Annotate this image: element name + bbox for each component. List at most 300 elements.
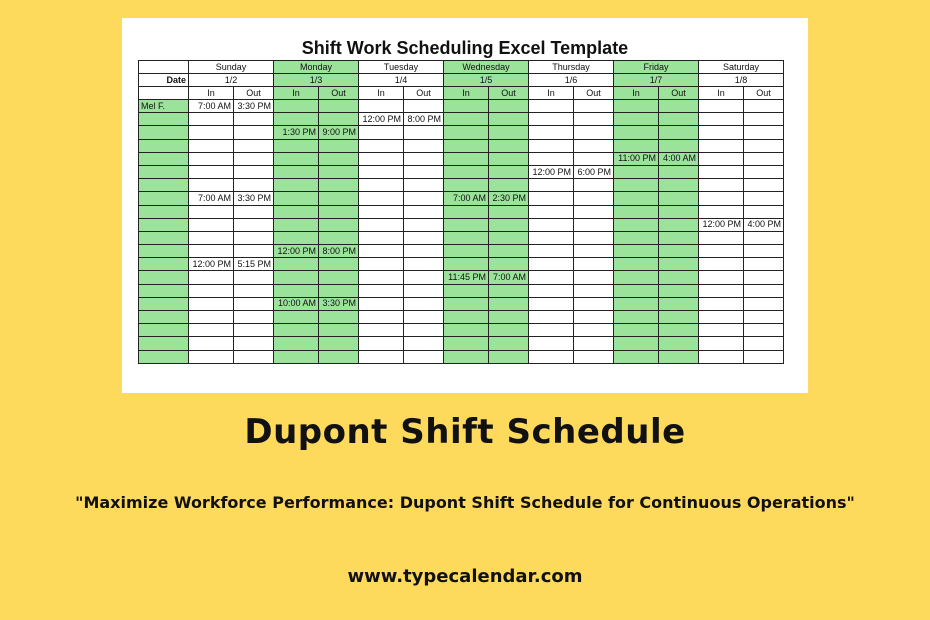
shift-in-cell — [189, 297, 234, 310]
shift-out-cell: 5:15 PM — [234, 258, 274, 271]
shift-out-cell — [234, 139, 274, 152]
shift-out-cell — [404, 152, 444, 165]
shift-out-cell — [659, 126, 699, 139]
out-header: Out — [574, 87, 614, 100]
shift-out-cell — [489, 258, 529, 271]
day-date: 1/8 — [699, 74, 784, 87]
shift-out-cell — [404, 337, 444, 350]
shift-in-cell — [189, 179, 234, 192]
shift-in-cell — [529, 245, 574, 258]
shift-in-cell — [614, 350, 659, 363]
shift-out-cell — [574, 192, 614, 205]
shift-in-cell — [614, 179, 659, 192]
shift-in-cell — [699, 297, 744, 310]
shift-out-cell — [574, 139, 614, 152]
employee-name-cell — [139, 192, 189, 205]
shift-in-cell: 7:00 AM — [189, 100, 234, 113]
shift-in-cell — [614, 231, 659, 244]
employee-row — [139, 311, 784, 324]
out-header: Out — [404, 87, 444, 100]
shift-out-cell — [234, 271, 274, 284]
shift-out-cell — [659, 179, 699, 192]
employee-row — [139, 192, 784, 205]
shift-out-cell — [744, 324, 784, 337]
shift-out-cell — [489, 297, 529, 310]
shift-in-cell — [189, 139, 234, 152]
shift-out-cell — [574, 324, 614, 337]
shift-out-cell — [404, 231, 444, 244]
employee-row — [139, 350, 784, 363]
shift-out-cell — [659, 100, 699, 113]
employee-name-cell — [139, 205, 189, 218]
shift-in-cell — [529, 350, 574, 363]
shift-out-cell — [574, 100, 614, 113]
shift-out-cell — [744, 350, 784, 363]
shift-out-cell — [574, 126, 614, 139]
shift-out-cell — [234, 245, 274, 258]
shift-in-cell — [444, 350, 489, 363]
day-date: 1/3 — [274, 74, 359, 87]
shift-in-cell — [614, 192, 659, 205]
shift-in-cell — [529, 152, 574, 165]
shift-out-cell — [404, 100, 444, 113]
shift-in-cell — [699, 165, 744, 178]
shift-out-cell — [234, 311, 274, 324]
shift-out-cell — [574, 297, 614, 310]
shift-out-cell — [489, 205, 529, 218]
shift-in-cell — [359, 165, 404, 178]
shift-out-cell — [744, 139, 784, 152]
shift-in-cell — [699, 258, 744, 271]
shift-out-cell: 6:00 PM — [574, 165, 614, 178]
employee-row — [139, 139, 784, 152]
sheet-title: Shift Work Scheduling Excel Template — [301, 38, 629, 58]
shift-in-cell — [189, 126, 234, 139]
shift-out-cell — [659, 258, 699, 271]
employee-row — [139, 205, 784, 218]
shift-out-cell — [489, 179, 529, 192]
shift-out-cell — [574, 284, 614, 297]
shift-out-cell — [319, 271, 359, 284]
shift-out-cell — [404, 165, 444, 178]
shift-out-cell — [659, 350, 699, 363]
shift-out-cell: 3:30 PM — [234, 192, 274, 205]
shift-in-cell — [614, 165, 659, 178]
shift-out-cell — [489, 100, 529, 113]
shift-in-cell: 12:00 PM — [189, 258, 234, 271]
employee-name-cell — [139, 284, 189, 297]
shift-out-cell — [404, 179, 444, 192]
out-header: Out — [489, 87, 529, 100]
shift-in-cell — [529, 258, 574, 271]
shift-out-cell — [489, 245, 529, 258]
shift-in-cell: 12:00 PM — [699, 218, 744, 231]
day-header-row — [139, 61, 784, 74]
shift-out-cell — [659, 165, 699, 178]
shift-out-cell — [744, 113, 784, 126]
employee-row — [139, 337, 784, 350]
shift-in-cell — [614, 324, 659, 337]
day-name: Tuesday — [359, 61, 444, 74]
shift-out-cell — [234, 205, 274, 218]
shift-in-cell — [274, 218, 319, 231]
shift-in-cell: 12:00 PM — [529, 165, 574, 178]
shift-out-cell — [234, 284, 274, 297]
shift-in-cell — [274, 165, 319, 178]
shift-in-cell — [274, 205, 319, 218]
shift-in-cell — [444, 231, 489, 244]
shift-out-cell — [659, 245, 699, 258]
employee-row — [139, 218, 784, 231]
shift-in-cell — [189, 245, 234, 258]
shift-out-cell — [234, 337, 274, 350]
shift-out-cell — [574, 337, 614, 350]
day-date: 1/4 — [359, 74, 444, 87]
shift-out-cell — [319, 337, 359, 350]
shift-out-cell — [404, 205, 444, 218]
shift-in-cell — [529, 284, 574, 297]
shift-in-cell: 11:00 PM — [614, 152, 659, 165]
shift-out-cell — [489, 231, 529, 244]
shift-in-cell — [274, 284, 319, 297]
shift-in-cell — [699, 231, 744, 244]
shift-in-cell — [189, 284, 234, 297]
shift-out-cell — [404, 311, 444, 324]
shift-in-cell — [189, 152, 234, 165]
shift-in-cell: 12:00 PM — [359, 113, 404, 126]
shift-in-cell — [699, 311, 744, 324]
shift-out-cell — [234, 126, 274, 139]
shift-out-cell — [574, 205, 614, 218]
employee-name-cell — [139, 152, 189, 165]
shift-in-cell — [529, 271, 574, 284]
shift-out-cell — [319, 218, 359, 231]
shift-in-cell — [274, 324, 319, 337]
shift-out-cell — [574, 258, 614, 271]
shift-in-cell — [444, 152, 489, 165]
shift-in-cell — [359, 192, 404, 205]
employee-row — [139, 179, 784, 192]
shift-out-cell: 9:00 PM — [319, 126, 359, 139]
day-date: 1/5 — [444, 74, 529, 87]
shift-in-cell — [614, 245, 659, 258]
out-header: Out — [659, 87, 699, 100]
shift-in-cell — [359, 258, 404, 271]
shift-in-cell — [699, 100, 744, 113]
shift-out-cell — [744, 245, 784, 258]
shift-in-cell — [189, 205, 234, 218]
shift-in-cell — [274, 231, 319, 244]
shift-in-cell: 1:30 PM — [274, 126, 319, 139]
shift-in-cell — [444, 245, 489, 258]
shift-out-cell — [404, 271, 444, 284]
shift-in-cell — [359, 152, 404, 165]
shift-in-cell — [614, 205, 659, 218]
shift-out-cell — [574, 179, 614, 192]
shift-out-cell — [319, 192, 359, 205]
shift-in-cell — [274, 100, 319, 113]
day-name: Thursday — [529, 61, 614, 74]
shift-out-cell — [319, 179, 359, 192]
subtitle: "Maximize Workforce Performance: Dupont Shift Schedule for Continuous Operations" — [75, 493, 855, 512]
out-header: Out — [319, 87, 359, 100]
shift-in-cell — [274, 192, 319, 205]
shift-in-cell — [529, 126, 574, 139]
shift-out-cell — [489, 126, 529, 139]
shift-in-cell: 7:00 AM — [189, 192, 234, 205]
shift-in-cell — [614, 258, 659, 271]
shift-in-cell — [359, 245, 404, 258]
shift-out-cell — [404, 297, 444, 310]
shift-in-cell — [614, 218, 659, 231]
shift-out-cell — [744, 337, 784, 350]
shift-in-cell — [529, 297, 574, 310]
shift-in-cell — [444, 324, 489, 337]
day-name: Wednesday — [444, 61, 529, 74]
shift-out-cell — [659, 231, 699, 244]
shift-out-cell — [319, 350, 359, 363]
blank-cell — [139, 87, 189, 100]
employee-name-cell — [139, 245, 189, 258]
shift-in-cell — [359, 179, 404, 192]
employee-row — [139, 100, 784, 113]
shift-out-cell — [319, 231, 359, 244]
shift-out-cell — [489, 350, 529, 363]
shift-out-cell — [744, 165, 784, 178]
shift-in-cell — [614, 311, 659, 324]
day-name: Sunday — [189, 61, 274, 74]
shift-in-cell — [274, 139, 319, 152]
shift-out-cell — [234, 324, 274, 337]
shift-out-cell — [404, 139, 444, 152]
corner-cell — [139, 61, 189, 74]
shift-out-cell — [574, 113, 614, 126]
shift-in-cell — [359, 350, 404, 363]
shift-in-cell: 10:00 AM — [274, 297, 319, 310]
shift-out-cell — [404, 218, 444, 231]
shift-out-cell — [489, 324, 529, 337]
shift-in-cell — [189, 113, 234, 126]
employee-name-cell — [139, 126, 189, 139]
shift-in-cell — [359, 231, 404, 244]
shift-in-cell — [189, 218, 234, 231]
shift-in-cell — [444, 258, 489, 271]
shift-in-cell — [444, 311, 489, 324]
shift-in-cell — [699, 245, 744, 258]
shift-in-cell — [699, 324, 744, 337]
shift-in-cell — [274, 152, 319, 165]
shift-in-cell — [699, 271, 744, 284]
day-date: 1/6 — [529, 74, 614, 87]
shift-in-cell — [614, 337, 659, 350]
shift-in-cell — [529, 113, 574, 126]
shift-out-cell — [659, 297, 699, 310]
employee-name-cell — [139, 113, 189, 126]
schedule-table — [138, 60, 784, 364]
shift-in-cell — [529, 139, 574, 152]
shift-in-cell — [274, 179, 319, 192]
shift-out-cell — [744, 192, 784, 205]
shift-out-cell — [234, 152, 274, 165]
shift-in-cell — [444, 100, 489, 113]
main-title: Dupont Shift Schedule — [244, 412, 686, 452]
shift-out-cell: 4:00 PM — [744, 218, 784, 231]
shift-out-cell — [744, 258, 784, 271]
shift-in-cell — [189, 337, 234, 350]
shift-in-cell — [614, 297, 659, 310]
shift-in-cell — [614, 271, 659, 284]
shift-out-cell — [574, 152, 614, 165]
shift-in-cell — [359, 271, 404, 284]
day-name: Saturday — [699, 61, 784, 74]
shift-in-cell — [444, 179, 489, 192]
shift-in-cell — [359, 324, 404, 337]
employee-name-cell — [139, 311, 189, 324]
shift-out-cell — [659, 205, 699, 218]
shift-in-cell — [189, 350, 234, 363]
in-out-row — [139, 87, 784, 100]
shift-in-cell — [699, 192, 744, 205]
day-name: Friday — [614, 61, 699, 74]
in-header: In — [699, 87, 744, 100]
shift-out-cell — [404, 126, 444, 139]
in-header: In — [274, 87, 319, 100]
employee-row — [139, 258, 784, 271]
shift-out-cell — [659, 113, 699, 126]
shift-in-cell: 11:45 PM — [444, 271, 489, 284]
shift-in-cell — [529, 179, 574, 192]
shift-out-cell — [574, 231, 614, 244]
shift-in-cell — [359, 218, 404, 231]
shift-in-cell — [529, 231, 574, 244]
employee-name-cell — [139, 324, 189, 337]
shift-in-cell — [274, 311, 319, 324]
shift-in-cell — [444, 218, 489, 231]
date-label: Date — [139, 74, 189, 87]
shift-out-cell — [744, 231, 784, 244]
shift-out-cell — [744, 152, 784, 165]
shift-out-cell — [404, 350, 444, 363]
shift-out-cell — [489, 165, 529, 178]
shift-out-cell — [489, 113, 529, 126]
shift-in-cell — [189, 271, 234, 284]
shift-in-cell — [359, 100, 404, 113]
employee-name-cell — [139, 258, 189, 271]
shift-in-cell — [444, 113, 489, 126]
shift-in-cell — [359, 126, 404, 139]
shift-out-cell — [319, 258, 359, 271]
shift-out-cell — [404, 192, 444, 205]
employee-row — [139, 113, 784, 126]
day-date: 1/2 — [189, 74, 274, 87]
shift-in-cell — [529, 324, 574, 337]
day-date: 1/7 — [614, 74, 699, 87]
shift-in-cell — [359, 337, 404, 350]
employee-row — [139, 284, 784, 297]
employee-row — [139, 297, 784, 310]
shift-in-cell — [189, 165, 234, 178]
shift-in-cell — [699, 179, 744, 192]
shift-out-cell — [489, 218, 529, 231]
shift-in-cell — [359, 284, 404, 297]
shift-out-cell: 8:00 PM — [404, 113, 444, 126]
employee-row — [139, 324, 784, 337]
employee-name-cell — [139, 297, 189, 310]
shift-out-cell — [319, 152, 359, 165]
shift-out-cell — [319, 100, 359, 113]
shift-in-cell — [699, 350, 744, 363]
shift-out-cell — [319, 139, 359, 152]
employee-row — [139, 165, 784, 178]
shift-in-cell — [444, 139, 489, 152]
shift-in-cell — [529, 337, 574, 350]
shift-in-cell — [444, 284, 489, 297]
shift-out-cell — [234, 218, 274, 231]
shift-out-cell — [319, 113, 359, 126]
shift-out-cell — [659, 337, 699, 350]
shift-out-cell: 3:30 PM — [234, 100, 274, 113]
shift-out-cell — [659, 284, 699, 297]
shift-in-cell — [274, 113, 319, 126]
in-header: In — [529, 87, 574, 100]
shift-out-cell — [234, 179, 274, 192]
shift-in-cell — [444, 297, 489, 310]
shift-out-cell — [404, 245, 444, 258]
shift-out-cell — [744, 100, 784, 113]
in-header: In — [359, 87, 404, 100]
shift-out-cell — [744, 284, 784, 297]
out-header: Out — [744, 87, 784, 100]
shift-out-cell — [744, 126, 784, 139]
employee-row — [139, 245, 784, 258]
shift-out-cell — [574, 311, 614, 324]
shift-in-cell — [529, 218, 574, 231]
shift-out-cell — [574, 218, 614, 231]
shift-in-cell — [614, 126, 659, 139]
shift-out-cell — [574, 271, 614, 284]
shift-in-cell — [444, 337, 489, 350]
employee-name-cell — [139, 337, 189, 350]
employee-name-cell — [139, 271, 189, 284]
shift-out-cell — [744, 271, 784, 284]
shift-in-cell — [699, 113, 744, 126]
shift-out-cell — [744, 311, 784, 324]
shift-in-cell — [699, 337, 744, 350]
shift-in-cell — [614, 113, 659, 126]
employee-row — [139, 231, 784, 244]
employee-row — [139, 271, 784, 284]
shift-out-cell — [659, 324, 699, 337]
shift-in-cell — [189, 311, 234, 324]
employee-name-cell: Mel F. — [139, 100, 189, 113]
shift-in-cell — [614, 139, 659, 152]
shift-in-cell — [529, 100, 574, 113]
shift-in-cell — [359, 139, 404, 152]
shift-in-cell — [699, 284, 744, 297]
employee-row — [139, 126, 784, 139]
shift-out-cell — [659, 218, 699, 231]
shift-out-cell — [489, 311, 529, 324]
employee-name-cell — [139, 165, 189, 178]
employee-name-cell — [139, 231, 189, 244]
employee-name-cell — [139, 350, 189, 363]
shift-out-cell: 7:00 AM — [489, 271, 529, 284]
shift-out-cell — [744, 179, 784, 192]
shift-out-cell — [234, 350, 274, 363]
employee-name-cell — [139, 218, 189, 231]
shift-out-cell: 8:00 PM — [319, 245, 359, 258]
shift-out-cell — [404, 284, 444, 297]
